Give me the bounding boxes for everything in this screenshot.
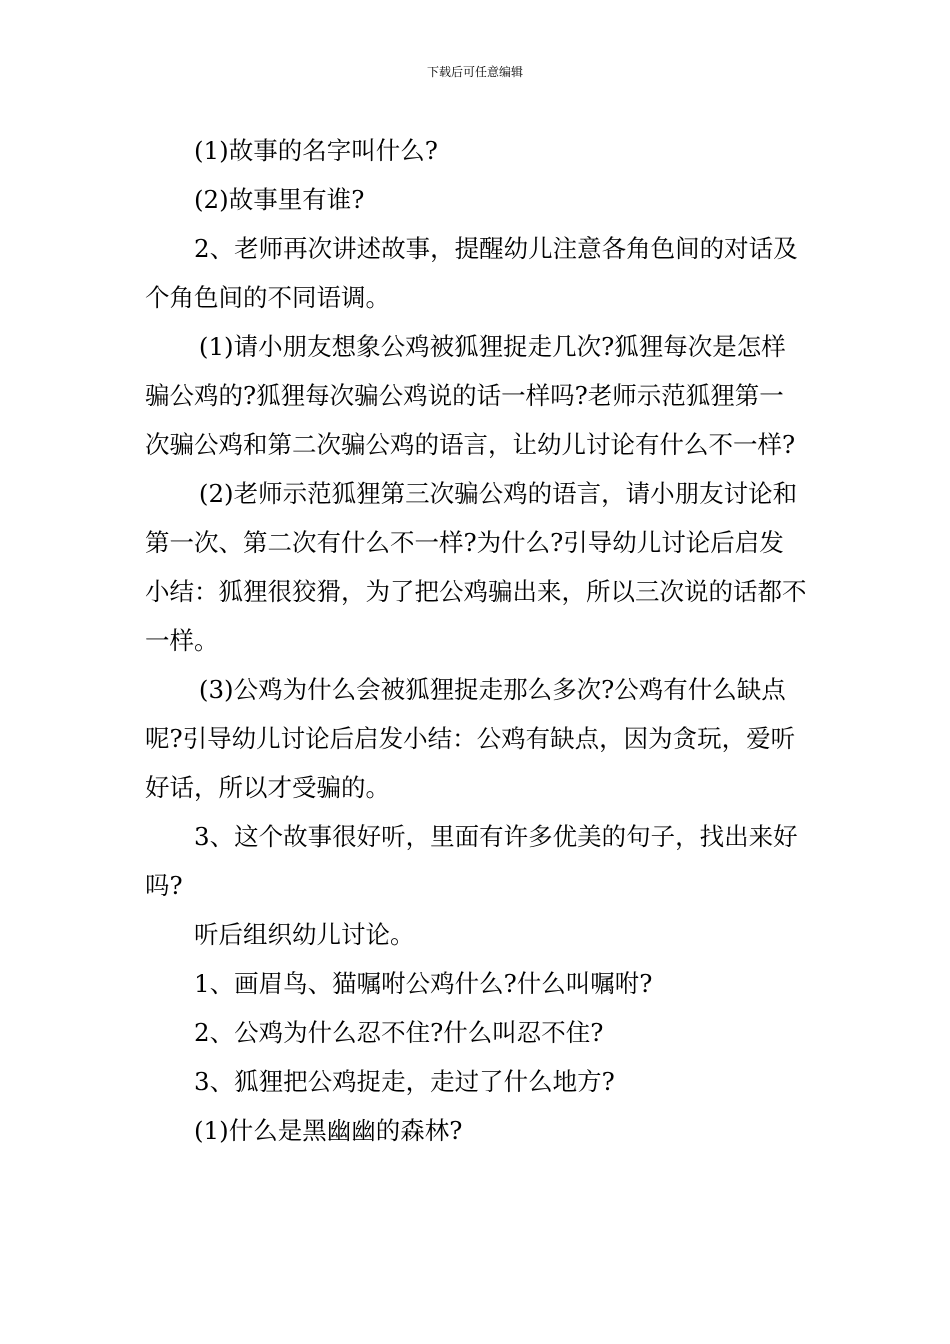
- paragraph-sub-2: (2)老师示范狐狸第三次骗公鸡的语言，请小朋友讨论和第一次、第二次有什么不一样?为什么?引导幼儿讨论后启发小结：狐狸很狡猾，为了把公鸡骗出来，所以三次说的话都不一样。: [145, 479, 807, 655]
- paragraph-discussion-3-1: (1)什么是黑幽幽的森林?: [194, 1116, 463, 1145]
- paragraph-question-2: (2)故事里有谁?: [194, 185, 365, 214]
- document-body: [145, 126, 807, 1155]
- paragraph-discussion-1: 1、画眉鸟、猫嘱咐公鸡什么?什么叫嘱咐?: [194, 969, 653, 998]
- paragraph-question-1: (1)故事的名字叫什么?: [194, 136, 438, 165]
- paragraph-step-3: 3、这个故事很好听，里面有许多优美的句子，找出来好吗?: [145, 822, 798, 900]
- paragraph-discussion-2: 2、公鸡为什么忍不住?什么叫忍不住?: [194, 1018, 604, 1047]
- paragraph-discussion-3: 3、狐狸把公鸡捉走，走过了什么地方?: [194, 1067, 615, 1096]
- paragraph-sub-3: (3)公鸡为什么会被狐狸捉走那么多次?公鸡有什么缺点呢?引导幼儿讨论后启发小结：公鸡有缺点，因为贪玩，爱听好话，所以才受骗的。: [145, 675, 796, 802]
- paragraph-step-2: 2、老师再次讲述故事，提醒幼儿注意各角色间的对话及个角色间的不同语调。: [145, 234, 798, 312]
- paragraph-discussion: 听后组织幼儿讨论。: [194, 920, 415, 949]
- paragraph-sub-1: (1)请小朋友想象公鸡被狐狸捉走几次?狐狸每次是怎样骗公鸡的?狐狸每次骗公鸡说的话一样吗?老师示范狐狸第一次骗公鸡和第二次骗公鸡的语言，让幼儿讨论有什么不一样?: [145, 332, 796, 459]
- page-header: 下载后可任意编辑: [426, 65, 523, 79]
